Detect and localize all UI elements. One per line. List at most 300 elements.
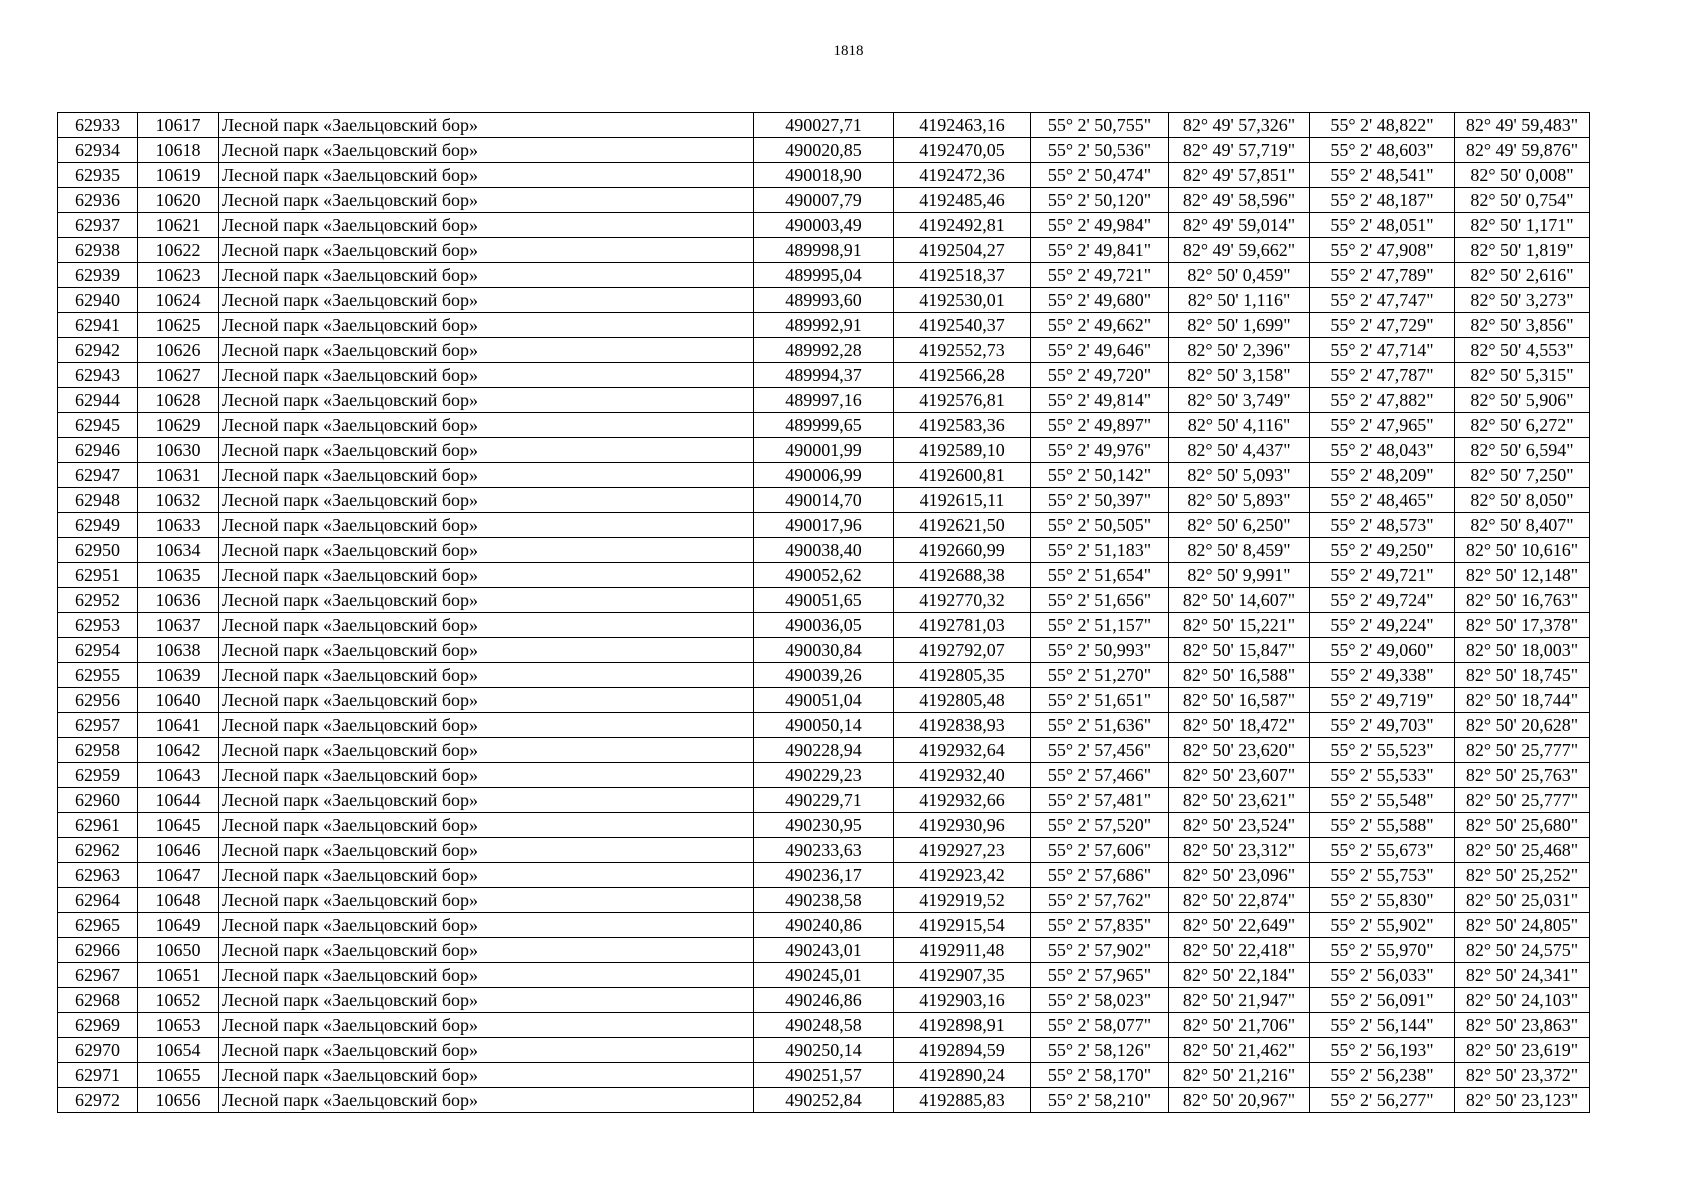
cell-longitude-1: 82° 50' 5,093" bbox=[1169, 463, 1310, 488]
cell-longitude-1: 82° 50' 21,706" bbox=[1169, 1013, 1310, 1038]
cell-longitude-1: 82° 50' 23,620" bbox=[1169, 738, 1310, 763]
cell-coord-y: 4192805,35 bbox=[894, 663, 1031, 688]
cell-object-name: Лесной парк «Заельцовский бор» bbox=[219, 113, 754, 138]
cell-latitude-1: 55° 2' 49,897" bbox=[1031, 413, 1169, 438]
cell-point-number: 10640 bbox=[138, 688, 219, 713]
cell-latitude-2: 55° 2' 47,965" bbox=[1310, 413, 1455, 438]
cell-row-number: 62939 bbox=[58, 263, 138, 288]
cell-row-number: 62958 bbox=[58, 738, 138, 763]
cell-longitude-1: 82° 50' 23,312" bbox=[1169, 838, 1310, 863]
cell-coord-x: 489992,28 bbox=[754, 338, 894, 363]
cell-coord-x: 490252,84 bbox=[754, 1088, 894, 1113]
cell-latitude-2: 55° 2' 48,209" bbox=[1310, 463, 1455, 488]
table-row bbox=[58, 838, 1590, 863]
cell-object-name: Лесной парк «Заельцовский бор» bbox=[219, 938, 754, 963]
cell-latitude-2: 55° 2' 48,465" bbox=[1310, 488, 1455, 513]
cell-coord-y: 4192518,37 bbox=[894, 263, 1031, 288]
cell-row-number: 62934 bbox=[58, 138, 138, 163]
cell-row-number: 62944 bbox=[58, 388, 138, 413]
cell-row-number: 62947 bbox=[58, 463, 138, 488]
cell-coord-y: 4192540,37 bbox=[894, 313, 1031, 338]
cell-latitude-1: 55° 2' 50,505" bbox=[1031, 513, 1169, 538]
cell-longitude-2: 82° 50' 25,252" bbox=[1455, 863, 1590, 888]
table-row bbox=[58, 1088, 1590, 1113]
cell-row-number: 62943 bbox=[58, 363, 138, 388]
cell-object-name: Лесной парк «Заельцовский бор» bbox=[219, 663, 754, 688]
cell-object-name: Лесной парк «Заельцовский бор» bbox=[219, 713, 754, 738]
cell-latitude-2: 55° 2' 55,902" bbox=[1310, 913, 1455, 938]
cell-row-number: 62953 bbox=[58, 613, 138, 638]
cell-latitude-1: 55° 2' 58,210" bbox=[1031, 1088, 1169, 1113]
cell-latitude-1: 55° 2' 49,721" bbox=[1031, 263, 1169, 288]
cell-point-number: 10650 bbox=[138, 938, 219, 963]
cell-latitude-1: 55° 2' 50,993" bbox=[1031, 638, 1169, 663]
cell-latitude-1: 55° 2' 57,466" bbox=[1031, 763, 1169, 788]
cell-object-name: Лесной парк «Заельцовский бор» bbox=[219, 538, 754, 563]
cell-object-name: Лесной парк «Заельцовский бор» bbox=[219, 338, 754, 363]
cell-longitude-1: 82° 49' 57,851" bbox=[1169, 163, 1310, 188]
cell-coord-x: 490245,01 bbox=[754, 963, 894, 988]
cell-longitude-1: 82° 50' 22,874" bbox=[1169, 888, 1310, 913]
cell-object-name: Лесной парк «Заельцовский бор» bbox=[219, 238, 754, 263]
cell-longitude-1: 82° 50' 23,621" bbox=[1169, 788, 1310, 813]
table-row bbox=[58, 338, 1590, 363]
cell-row-number: 62968 bbox=[58, 988, 138, 1013]
cell-point-number: 10631 bbox=[138, 463, 219, 488]
cell-coord-y: 4192566,28 bbox=[894, 363, 1031, 388]
cell-longitude-2: 82° 50' 12,148" bbox=[1455, 563, 1590, 588]
cell-latitude-2: 55° 2' 49,719" bbox=[1310, 688, 1455, 713]
cell-longitude-1: 82° 50' 14,607" bbox=[1169, 588, 1310, 613]
cell-object-name: Лесной парк «Заельцовский бор» bbox=[219, 413, 754, 438]
cell-coord-x: 490051,65 bbox=[754, 588, 894, 613]
cell-coord-x: 490018,90 bbox=[754, 163, 894, 188]
cell-coord-x: 490230,95 bbox=[754, 813, 894, 838]
cell-point-number: 10639 bbox=[138, 663, 219, 688]
table-row bbox=[58, 488, 1590, 513]
cell-latitude-1: 55° 2' 50,755" bbox=[1031, 113, 1169, 138]
cell-coord-x: 490233,63 bbox=[754, 838, 894, 863]
cell-longitude-1: 82° 50' 5,893" bbox=[1169, 488, 1310, 513]
cell-row-number: 62954 bbox=[58, 638, 138, 663]
cell-latitude-1: 55° 2' 57,481" bbox=[1031, 788, 1169, 813]
cell-latitude-1: 55° 2' 57,520" bbox=[1031, 813, 1169, 838]
cell-longitude-2: 82° 50' 18,003" bbox=[1455, 638, 1590, 663]
cell-latitude-1: 55° 2' 49,662" bbox=[1031, 313, 1169, 338]
cell-latitude-2: 55° 2' 55,548" bbox=[1310, 788, 1455, 813]
cell-coord-y: 4192504,27 bbox=[894, 238, 1031, 263]
cell-row-number: 62971 bbox=[58, 1063, 138, 1088]
cell-longitude-1: 82° 50' 8,459" bbox=[1169, 538, 1310, 563]
cell-coord-x: 490250,14 bbox=[754, 1038, 894, 1063]
cell-longitude-1: 82° 50' 3,749" bbox=[1169, 388, 1310, 413]
cell-point-number: 10637 bbox=[138, 613, 219, 638]
cell-latitude-2: 55° 2' 47,787" bbox=[1310, 363, 1455, 388]
cell-row-number: 62937 bbox=[58, 213, 138, 238]
cell-longitude-2: 82° 50' 4,553" bbox=[1455, 338, 1590, 363]
cell-coord-y: 4192903,16 bbox=[894, 988, 1031, 1013]
cell-object-name: Лесной парк «Заельцовский бор» bbox=[219, 563, 754, 588]
cell-latitude-2: 55° 2' 49,703" bbox=[1310, 713, 1455, 738]
cell-row-number: 62945 bbox=[58, 413, 138, 438]
cell-row-number: 62951 bbox=[58, 563, 138, 588]
cell-coord-y: 4192576,81 bbox=[894, 388, 1031, 413]
cell-coord-y: 4192470,05 bbox=[894, 138, 1031, 163]
table-row bbox=[58, 1063, 1590, 1088]
cell-point-number: 10621 bbox=[138, 213, 219, 238]
cell-latitude-2: 55° 2' 49,724" bbox=[1310, 588, 1455, 613]
cell-row-number: 62955 bbox=[58, 663, 138, 688]
cell-longitude-1: 82° 49' 57,326" bbox=[1169, 113, 1310, 138]
cell-coord-y: 4192930,96 bbox=[894, 813, 1031, 838]
cell-coord-y: 4192770,32 bbox=[894, 588, 1031, 613]
cell-object-name: Лесной парк «Заельцовский бор» bbox=[219, 388, 754, 413]
cell-coord-x: 490051,04 bbox=[754, 688, 894, 713]
cell-row-number: 62948 bbox=[58, 488, 138, 513]
cell-longitude-1: 82° 50' 15,847" bbox=[1169, 638, 1310, 663]
cell-point-number: 10633 bbox=[138, 513, 219, 538]
cell-longitude-1: 82° 50' 1,116" bbox=[1169, 288, 1310, 313]
cell-longitude-2: 82° 50' 0,754" bbox=[1455, 188, 1590, 213]
cell-coord-y: 4192915,54 bbox=[894, 913, 1031, 938]
cell-row-number: 62952 bbox=[58, 588, 138, 613]
table-row bbox=[58, 438, 1590, 463]
cell-longitude-1: 82° 50' 22,649" bbox=[1169, 913, 1310, 938]
table-row bbox=[58, 163, 1590, 188]
table-row bbox=[58, 688, 1590, 713]
cell-longitude-1: 82° 49' 59,014" bbox=[1169, 213, 1310, 238]
coordinates-table bbox=[57, 112, 1590, 1113]
cell-longitude-1: 82° 50' 23,524" bbox=[1169, 813, 1310, 838]
table-row bbox=[58, 988, 1590, 1013]
cell-longitude-1: 82° 50' 23,607" bbox=[1169, 763, 1310, 788]
cell-coord-y: 4192781,03 bbox=[894, 613, 1031, 638]
cell-latitude-2: 55° 2' 56,033" bbox=[1310, 963, 1455, 988]
cell-object-name: Лесной парк «Заельцовский бор» bbox=[219, 813, 754, 838]
cell-latitude-2: 55° 2' 47,789" bbox=[1310, 263, 1455, 288]
cell-coord-x: 490246,86 bbox=[754, 988, 894, 1013]
cell-longitude-2: 82° 50' 18,745" bbox=[1455, 663, 1590, 688]
cell-longitude-2: 82° 50' 0,008" bbox=[1455, 163, 1590, 188]
cell-latitude-2: 55° 2' 55,830" bbox=[1310, 888, 1455, 913]
cell-point-number: 10649 bbox=[138, 913, 219, 938]
table-row bbox=[58, 913, 1590, 938]
cell-row-number: 62965 bbox=[58, 913, 138, 938]
table-row bbox=[58, 138, 1590, 163]
cell-longitude-1: 82° 50' 21,216" bbox=[1169, 1063, 1310, 1088]
cell-latitude-2: 55° 2' 47,747" bbox=[1310, 288, 1455, 313]
table-row bbox=[58, 1013, 1590, 1038]
cell-longitude-1: 82° 50' 2,396" bbox=[1169, 338, 1310, 363]
cell-latitude-2: 55° 2' 55,673" bbox=[1310, 838, 1455, 863]
cell-latitude-1: 55° 2' 58,126" bbox=[1031, 1038, 1169, 1063]
cell-latitude-2: 55° 2' 48,822" bbox=[1310, 113, 1455, 138]
cell-coord-y: 4192688,38 bbox=[894, 563, 1031, 588]
cell-longitude-1: 82° 50' 4,437" bbox=[1169, 438, 1310, 463]
cell-longitude-2: 82° 50' 16,763" bbox=[1455, 588, 1590, 613]
cell-coord-x: 490030,84 bbox=[754, 638, 894, 663]
cell-object-name: Лесной парк «Заельцовский бор» bbox=[219, 488, 754, 513]
cell-point-number: 10646 bbox=[138, 838, 219, 863]
cell-coord-x: 490229,23 bbox=[754, 763, 894, 788]
cell-latitude-1: 55° 2' 49,720" bbox=[1031, 363, 1169, 388]
table-body bbox=[58, 113, 1590, 1113]
cell-latitude-2: 55° 2' 55,970" bbox=[1310, 938, 1455, 963]
cell-latitude-1: 55° 2' 50,474" bbox=[1031, 163, 1169, 188]
cell-point-number: 10648 bbox=[138, 888, 219, 913]
cell-row-number: 62972 bbox=[58, 1088, 138, 1113]
cell-point-number: 10642 bbox=[138, 738, 219, 763]
cell-coord-y: 4192583,36 bbox=[894, 413, 1031, 438]
cell-coord-x: 489993,60 bbox=[754, 288, 894, 313]
cell-object-name: Лесной парк «Заельцовский бор» bbox=[219, 1013, 754, 1038]
cell-coord-x: 490240,86 bbox=[754, 913, 894, 938]
cell-latitude-1: 55° 2' 58,170" bbox=[1031, 1063, 1169, 1088]
cell-latitude-2: 55° 2' 56,277" bbox=[1310, 1088, 1455, 1113]
cell-object-name: Лесной парк «Заельцовский бор» bbox=[219, 963, 754, 988]
cell-point-number: 10636 bbox=[138, 588, 219, 613]
cell-object-name: Лесной парк «Заельцовский бор» bbox=[219, 888, 754, 913]
cell-row-number: 62933 bbox=[58, 113, 138, 138]
cell-latitude-1: 55° 2' 51,183" bbox=[1031, 538, 1169, 563]
cell-longitude-2: 82° 50' 20,628" bbox=[1455, 713, 1590, 738]
table-row bbox=[58, 413, 1590, 438]
cell-point-number: 10644 bbox=[138, 788, 219, 813]
cell-object-name: Лесной парк «Заельцовский бор» bbox=[219, 438, 754, 463]
table-row bbox=[58, 1038, 1590, 1063]
cell-row-number: 62964 bbox=[58, 888, 138, 913]
cell-point-number: 10647 bbox=[138, 863, 219, 888]
cell-latitude-2: 55° 2' 47,729" bbox=[1310, 313, 1455, 338]
table-row bbox=[58, 588, 1590, 613]
cell-longitude-2: 82° 50' 25,468" bbox=[1455, 838, 1590, 863]
cell-coord-x: 489997,16 bbox=[754, 388, 894, 413]
table-row bbox=[58, 538, 1590, 563]
cell-longitude-2: 82° 50' 2,616" bbox=[1455, 263, 1590, 288]
cell-longitude-1: 82° 50' 21,947" bbox=[1169, 988, 1310, 1013]
table-row bbox=[58, 563, 1590, 588]
cell-object-name: Лесной парк «Заельцовский бор» bbox=[219, 188, 754, 213]
cell-coord-y: 4192530,01 bbox=[894, 288, 1031, 313]
cell-coord-y: 4192492,81 bbox=[894, 213, 1031, 238]
cell-longitude-2: 82° 50' 25,777" bbox=[1455, 788, 1590, 813]
cell-point-number: 10635 bbox=[138, 563, 219, 588]
cell-object-name: Лесной парк «Заельцовский бор» bbox=[219, 513, 754, 538]
table-row bbox=[58, 938, 1590, 963]
cell-latitude-2: 55° 2' 47,714" bbox=[1310, 338, 1455, 363]
cell-row-number: 62935 bbox=[58, 163, 138, 188]
cell-row-number: 62938 bbox=[58, 238, 138, 263]
cell-row-number: 62957 bbox=[58, 713, 138, 738]
cell-point-number: 10619 bbox=[138, 163, 219, 188]
cell-longitude-2: 82° 50' 3,273" bbox=[1455, 288, 1590, 313]
cell-coord-x: 490251,57 bbox=[754, 1063, 894, 1088]
cell-longitude-2: 82° 50' 3,856" bbox=[1455, 313, 1590, 338]
cell-coord-y: 4192911,48 bbox=[894, 938, 1031, 963]
cell-latitude-2: 55° 2' 55,533" bbox=[1310, 763, 1455, 788]
cell-longitude-2: 82° 50' 25,763" bbox=[1455, 763, 1590, 788]
cell-point-number: 10622 bbox=[138, 238, 219, 263]
cell-longitude-2: 82° 50' 1,171" bbox=[1455, 213, 1590, 238]
cell-point-number: 10632 bbox=[138, 488, 219, 513]
table-row bbox=[58, 388, 1590, 413]
cell-longitude-2: 82° 50' 5,315" bbox=[1455, 363, 1590, 388]
cell-longitude-2: 82° 50' 24,103" bbox=[1455, 988, 1590, 1013]
cell-point-number: 10655 bbox=[138, 1063, 219, 1088]
table-row bbox=[58, 788, 1590, 813]
cell-longitude-2: 82° 50' 25,031" bbox=[1455, 888, 1590, 913]
table-row bbox=[58, 613, 1590, 638]
cell-coord-x: 490006,99 bbox=[754, 463, 894, 488]
cell-latitude-2: 55° 2' 48,051" bbox=[1310, 213, 1455, 238]
table-row bbox=[58, 713, 1590, 738]
cell-longitude-1: 82° 50' 0,459" bbox=[1169, 263, 1310, 288]
table-row bbox=[58, 213, 1590, 238]
cell-latitude-1: 55° 2' 51,651" bbox=[1031, 688, 1169, 713]
cell-latitude-2: 55° 2' 49,721" bbox=[1310, 563, 1455, 588]
cell-coord-y: 4192463,16 bbox=[894, 113, 1031, 138]
cell-latitude-1: 55° 2' 51,656" bbox=[1031, 588, 1169, 613]
cell-longitude-2: 82° 50' 1,819" bbox=[1455, 238, 1590, 263]
cell-latitude-1: 55° 2' 57,835" bbox=[1031, 913, 1169, 938]
cell-row-number: 62970 bbox=[58, 1038, 138, 1063]
cell-longitude-2: 82° 50' 10,616" bbox=[1455, 538, 1590, 563]
cell-coord-y: 4192660,99 bbox=[894, 538, 1031, 563]
table-row bbox=[58, 663, 1590, 688]
cell-object-name: Лесной парк «Заельцовский бор» bbox=[219, 1088, 754, 1113]
cell-longitude-1: 82° 50' 21,462" bbox=[1169, 1038, 1310, 1063]
cell-point-number: 10634 bbox=[138, 538, 219, 563]
page-number: 1818 bbox=[833, 43, 864, 59]
cell-object-name: Лесной парк «Заельцовский бор» bbox=[219, 288, 754, 313]
cell-latitude-2: 55° 2' 48,187" bbox=[1310, 188, 1455, 213]
cell-coord-y: 4192923,42 bbox=[894, 863, 1031, 888]
cell-latitude-1: 55° 2' 50,536" bbox=[1031, 138, 1169, 163]
cell-coord-x: 490003,49 bbox=[754, 213, 894, 238]
cell-coord-x: 490038,40 bbox=[754, 538, 894, 563]
cell-coord-y: 4192907,35 bbox=[894, 963, 1031, 988]
cell-row-number: 62959 bbox=[58, 763, 138, 788]
cell-longitude-2: 82° 50' 5,906" bbox=[1455, 388, 1590, 413]
cell-latitude-1: 55° 2' 49,680" bbox=[1031, 288, 1169, 313]
cell-coord-x: 490248,58 bbox=[754, 1013, 894, 1038]
cell-coord-y: 4192472,36 bbox=[894, 163, 1031, 188]
cell-latitude-2: 55° 2' 56,193" bbox=[1310, 1038, 1455, 1063]
cell-row-number: 62941 bbox=[58, 313, 138, 338]
table-row bbox=[58, 863, 1590, 888]
cell-longitude-2: 82° 50' 8,407" bbox=[1455, 513, 1590, 538]
cell-longitude-1: 82° 49' 59,662" bbox=[1169, 238, 1310, 263]
cell-longitude-1: 82° 50' 6,250" bbox=[1169, 513, 1310, 538]
cell-object-name: Лесной парк «Заельцовский бор» bbox=[219, 913, 754, 938]
table-row bbox=[58, 288, 1590, 313]
cell-point-number: 10645 bbox=[138, 813, 219, 838]
cell-longitude-1: 82° 50' 16,587" bbox=[1169, 688, 1310, 713]
cell-longitude-2: 82° 50' 6,272" bbox=[1455, 413, 1590, 438]
cell-coord-y: 4192919,52 bbox=[894, 888, 1031, 913]
cell-object-name: Лесной парк «Заельцовский бор» bbox=[219, 838, 754, 863]
table-row bbox=[58, 963, 1590, 988]
cell-object-name: Лесной парк «Заельцовский бор» bbox=[219, 213, 754, 238]
table-row bbox=[58, 513, 1590, 538]
cell-point-number: 10651 bbox=[138, 963, 219, 988]
cell-latitude-1: 55° 2' 49,984" bbox=[1031, 213, 1169, 238]
cell-object-name: Лесной парк «Заельцовский бор» bbox=[219, 988, 754, 1013]
cell-longitude-2: 82° 50' 18,744" bbox=[1455, 688, 1590, 713]
cell-longitude-2: 82° 49' 59,876" bbox=[1455, 138, 1590, 163]
cell-coord-y: 4192621,50 bbox=[894, 513, 1031, 538]
cell-longitude-1: 82° 50' 1,699" bbox=[1169, 313, 1310, 338]
cell-latitude-1: 55° 2' 57,686" bbox=[1031, 863, 1169, 888]
cell-point-number: 10617 bbox=[138, 113, 219, 138]
cell-row-number: 62963 bbox=[58, 863, 138, 888]
cell-longitude-2: 82° 50' 24,341" bbox=[1455, 963, 1590, 988]
cell-row-number: 62946 bbox=[58, 438, 138, 463]
cell-coord-x: 489992,91 bbox=[754, 313, 894, 338]
cell-longitude-1: 82° 50' 22,418" bbox=[1169, 938, 1310, 963]
cell-point-number: 10656 bbox=[138, 1088, 219, 1113]
cell-point-number: 10623 bbox=[138, 263, 219, 288]
cell-coord-y: 4192894,59 bbox=[894, 1038, 1031, 1063]
cell-coord-x: 490238,58 bbox=[754, 888, 894, 913]
cell-point-number: 10625 bbox=[138, 313, 219, 338]
cell-coord-x: 490027,71 bbox=[754, 113, 894, 138]
cell-row-number: 62949 bbox=[58, 513, 138, 538]
cell-latitude-1: 55° 2' 57,606" bbox=[1031, 838, 1169, 863]
cell-latitude-2: 55° 2' 49,060" bbox=[1310, 638, 1455, 663]
cell-coord-y: 4192932,40 bbox=[894, 763, 1031, 788]
cell-latitude-2: 55° 2' 55,753" bbox=[1310, 863, 1455, 888]
cell-row-number: 62936 bbox=[58, 188, 138, 213]
cell-latitude-1: 55° 2' 51,157" bbox=[1031, 613, 1169, 638]
cell-object-name: Лесной парк «Заельцовский бор» bbox=[219, 863, 754, 888]
cell-latitude-1: 55° 2' 51,654" bbox=[1031, 563, 1169, 588]
cell-object-name: Лесной парк «Заельцовский бор» bbox=[219, 363, 754, 388]
cell-coord-x: 490236,17 bbox=[754, 863, 894, 888]
cell-latitude-1: 55° 2' 58,077" bbox=[1031, 1013, 1169, 1038]
cell-row-number: 62969 bbox=[58, 1013, 138, 1038]
cell-coord-y: 4192890,24 bbox=[894, 1063, 1031, 1088]
cell-latitude-2: 55° 2' 55,588" bbox=[1310, 813, 1455, 838]
table-row bbox=[58, 888, 1590, 913]
cell-coord-x: 489998,91 bbox=[754, 238, 894, 263]
cell-object-name: Лесной парк «Заельцовский бор» bbox=[219, 138, 754, 163]
cell-coord-x: 489999,65 bbox=[754, 413, 894, 438]
cell-latitude-1: 55° 2' 51,270" bbox=[1031, 663, 1169, 688]
cell-object-name: Лесной парк «Заельцовский бор» bbox=[219, 313, 754, 338]
table-row bbox=[58, 113, 1590, 138]
cell-latitude-2: 55° 2' 56,091" bbox=[1310, 988, 1455, 1013]
cell-point-number: 10620 bbox=[138, 188, 219, 213]
cell-coord-x: 490228,94 bbox=[754, 738, 894, 763]
table-row bbox=[58, 363, 1590, 388]
cell-point-number: 10630 bbox=[138, 438, 219, 463]
cell-object-name: Лесной парк «Заельцовский бор» bbox=[219, 1038, 754, 1063]
cell-coord-y: 4192615,11 bbox=[894, 488, 1031, 513]
cell-latitude-1: 55° 2' 49,976" bbox=[1031, 438, 1169, 463]
cell-row-number: 62942 bbox=[58, 338, 138, 363]
cell-coord-y: 4192898,91 bbox=[894, 1013, 1031, 1038]
cell-object-name: Лесной парк «Заельцовский бор» bbox=[219, 263, 754, 288]
cell-point-number: 10629 bbox=[138, 413, 219, 438]
cell-row-number: 62960 bbox=[58, 788, 138, 813]
cell-row-number: 62966 bbox=[58, 938, 138, 963]
cell-longitude-2: 82° 50' 23,372" bbox=[1455, 1063, 1590, 1088]
cell-latitude-2: 55° 2' 47,908" bbox=[1310, 238, 1455, 263]
cell-longitude-2: 82° 50' 8,050" bbox=[1455, 488, 1590, 513]
cell-row-number: 62962 bbox=[58, 838, 138, 863]
cell-longitude-1: 82° 49' 58,596" bbox=[1169, 188, 1310, 213]
